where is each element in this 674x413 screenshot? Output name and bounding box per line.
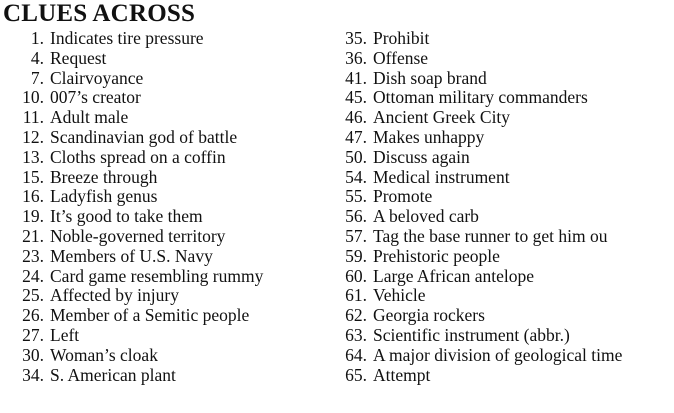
clue-item xyxy=(333,247,674,267)
clue-number: 19. xyxy=(22,206,44,227)
clue-text: Scandinavian god of battle xyxy=(50,126,238,147)
clue-item xyxy=(333,29,674,49)
clue-item xyxy=(333,227,674,247)
clue-item xyxy=(333,207,674,227)
clue-number: 21. xyxy=(22,225,44,246)
clue-text: Tag the base runner to get him ou xyxy=(373,225,608,246)
clue-text: Large African antelope xyxy=(373,265,534,286)
clue-item xyxy=(0,326,330,346)
clue-number: 16. xyxy=(22,186,44,207)
clue-item xyxy=(333,306,674,326)
clue-number: 4. xyxy=(30,47,44,68)
clue-text: Card game resembling rummy xyxy=(50,265,264,286)
clue-number: 15. xyxy=(22,166,44,187)
clue-text: Breeze through xyxy=(50,166,158,187)
clue-item xyxy=(0,49,330,69)
clue-number: 7. xyxy=(30,67,44,88)
clue-text: Indicates tire pressure xyxy=(50,28,204,48)
clue-item xyxy=(0,69,330,89)
clue-number: 45. xyxy=(345,87,367,108)
clue-number: 61. xyxy=(345,285,367,306)
clue-number: 63. xyxy=(345,324,367,345)
clue-number: 62. xyxy=(345,305,367,326)
clue-text: 007’s creator xyxy=(50,87,141,108)
clue-item xyxy=(333,148,674,168)
clue-number: 36. xyxy=(345,47,367,68)
clue-item xyxy=(0,88,330,108)
clue-text: Scientific instrument (abbr.) xyxy=(373,324,570,345)
clue-item xyxy=(333,346,674,366)
clue-text: Vehicle xyxy=(373,285,426,306)
clue-number: 47. xyxy=(345,126,367,147)
clue-text: Ancient Greek City xyxy=(373,107,511,128)
clue-text: Medical instrument xyxy=(373,166,510,187)
clue-item xyxy=(333,128,674,148)
clue-number: 1. xyxy=(30,28,44,48)
clue-number: 59. xyxy=(345,245,367,266)
clue-number: 50. xyxy=(345,146,367,167)
clue-item xyxy=(0,29,330,49)
clue-item xyxy=(333,326,674,346)
clue-number: 57. xyxy=(345,225,367,246)
clue-item xyxy=(333,69,674,89)
clue-text: Members of U.S. Navy xyxy=(50,245,213,266)
clue-item xyxy=(0,148,330,168)
clue-text: Clairvoyance xyxy=(50,67,144,88)
clue-number: 56. xyxy=(345,206,367,227)
clue-text: Prohibit xyxy=(373,29,430,48)
clue-text: Woman’s cloak xyxy=(50,344,158,365)
clue-item xyxy=(0,286,330,306)
clue-number: 12. xyxy=(22,126,44,147)
clue-number: 54. xyxy=(345,166,367,187)
clue-item xyxy=(0,306,330,326)
clue-number: 65. xyxy=(345,364,367,385)
clue-item xyxy=(0,108,330,128)
clue-item xyxy=(333,168,674,188)
clue-item xyxy=(333,49,674,69)
clue-text: Left xyxy=(50,324,80,345)
clue-number: 41. xyxy=(345,67,367,88)
clue-number: 13. xyxy=(22,146,44,167)
clue-text: Ottoman military commanders xyxy=(373,87,588,108)
clue-item xyxy=(333,108,674,128)
clue-number: 25. xyxy=(22,285,44,306)
clue-number: 27. xyxy=(22,324,44,345)
clue-item xyxy=(0,168,330,188)
page-title: CLUES ACROSS xyxy=(3,0,196,27)
clue-text: Attempt xyxy=(373,364,431,385)
clue-text: A major division of geological time xyxy=(373,344,623,365)
clue-text: Promote xyxy=(373,186,433,207)
clue-text: Prehistoric people xyxy=(373,245,500,266)
clue-text: Adult male xyxy=(50,107,129,128)
clue-text: S. American plant xyxy=(50,364,176,385)
clue-number: 46. xyxy=(345,107,367,128)
clue-number: 11. xyxy=(22,107,44,128)
clue-number: 23. xyxy=(22,245,44,266)
clue-text: It’s good to take them xyxy=(50,206,203,227)
clue-number: 30. xyxy=(22,344,44,365)
clue-text: Makes unhappy xyxy=(373,126,485,147)
clue-item xyxy=(333,286,674,306)
clue-text: Dish soap brand xyxy=(373,67,487,88)
clue-number: 60. xyxy=(345,265,367,286)
clue-text: Member of a Semitic people xyxy=(50,305,250,326)
clue-item xyxy=(0,267,330,287)
clue-number: 24. xyxy=(22,265,44,286)
clue-item xyxy=(0,346,330,366)
clue-number: 26. xyxy=(22,305,44,326)
clue-item xyxy=(333,88,674,108)
clue-number: 10. xyxy=(22,87,44,108)
clue-text: Georgia rockers xyxy=(373,305,485,326)
clue-text: Offense xyxy=(373,47,429,68)
clue-text: Discuss again xyxy=(373,146,470,167)
clue-number: 35. xyxy=(345,29,367,48)
clue-text: Affected by injury xyxy=(50,285,179,306)
clue-item xyxy=(0,128,330,148)
clue-number: 34. xyxy=(22,364,44,385)
clue-number: 64. xyxy=(345,344,367,365)
clue-item xyxy=(0,366,330,386)
clue-text: Cloths spread on a coffin xyxy=(50,146,226,167)
clue-text: Ladyfish genus xyxy=(50,186,158,207)
clue-item xyxy=(0,207,330,227)
clue-item xyxy=(0,227,330,247)
clue-item xyxy=(0,247,330,267)
clue-number: 55. xyxy=(345,186,367,207)
clue-text: A beloved carb xyxy=(373,206,479,227)
clue-item xyxy=(333,267,674,287)
clue-item xyxy=(333,187,674,207)
clue-text: Noble-governed territory xyxy=(50,225,226,246)
clue-list-right xyxy=(333,29,674,385)
clue-text: Request xyxy=(50,47,107,68)
clue-item xyxy=(0,187,330,207)
clue-item xyxy=(333,366,674,386)
clue-list-left xyxy=(0,29,330,385)
